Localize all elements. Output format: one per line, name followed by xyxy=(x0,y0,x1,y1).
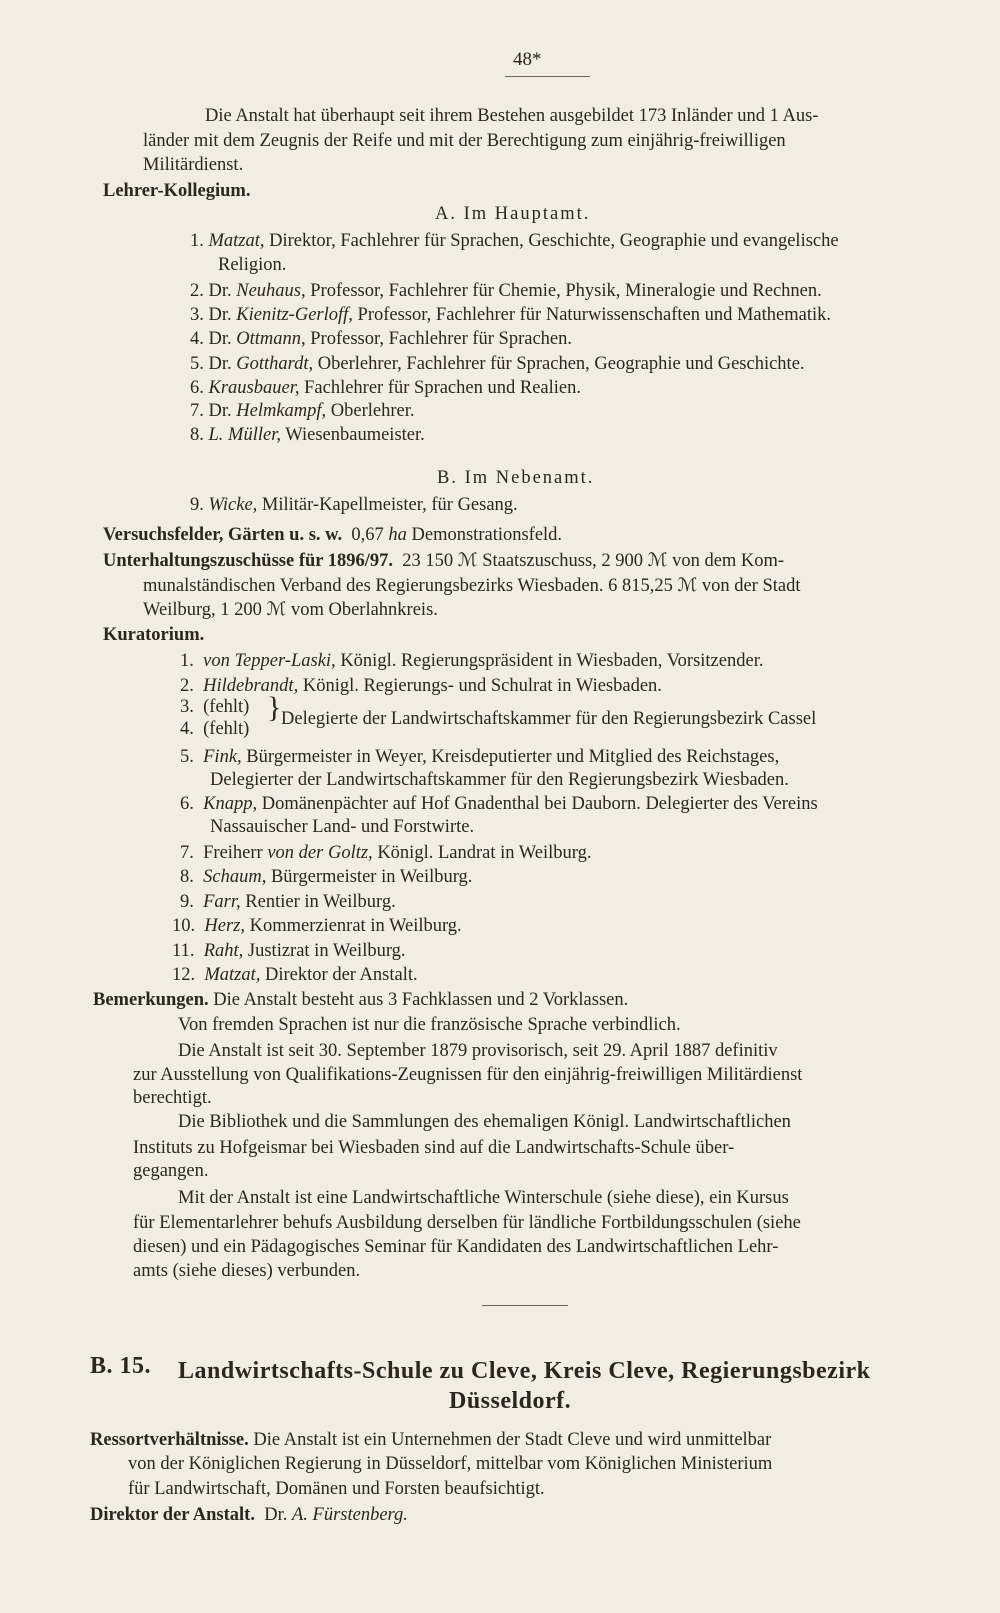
section-divider xyxy=(482,1305,568,1306)
kuratorium-item: 12. Matzat, Direktor der Anstalt. xyxy=(172,965,418,985)
kuratorium-item: 11. Raht, Justizrat in Weilburg. xyxy=(172,941,406,961)
teacher-item: 5. Dr. Gotthardt, Oberlehrer, Fachlehrer für Sprachen, Geographie und Geschichte. xyxy=(190,354,805,374)
bemerkungen-line: Die Bibliothek und die Sammlungen des ehemaligen Königl. Landwirtschaftlichen xyxy=(178,1112,791,1132)
bemerkungen-line: für Elementarlehrer behufs Ausbildung derselben für ländliche Fortbildungsschulen (siehe xyxy=(133,1213,801,1233)
bemerkungen-line: diesen) und ein Pädagogisches Seminar für Kandidaten des Landwirtschaftlichen Lehr- xyxy=(133,1237,779,1257)
kuratorium-heading: Kuratorium. xyxy=(103,625,205,645)
teacher-item: 7. Dr. Helmkampf, Oberlehrer. xyxy=(190,401,415,421)
brace-symbol: } xyxy=(267,691,282,724)
nebenamt-subheading: B. Im Nebenamt. xyxy=(437,468,595,488)
ressort-line: Ressortverhältnisse. Die Anstalt ist ein Unternehmen der Stadt Cleve und wird unmittelbar xyxy=(90,1430,772,1450)
bemerkungen-line: Mit der Anstalt ist eine Landwirtschaftliche Winterschule (siehe diese), ein Kursus xyxy=(178,1188,789,1208)
kuratorium-item: 6. Knapp, Domänenpächter auf Hof Gnadenthal bei Dauborn. Delegierter des Vereins xyxy=(180,794,818,814)
teacher-item: 3. Dr. Kienitz-Gerloff, Professor, Fachlehrer für Naturwissenschaften und Mathematik. xyxy=(190,305,831,325)
page-number-rule xyxy=(505,76,590,77)
bemerkungen-line: zur Ausstellung von Qualifikations-Zeugnissen für den einjährig-freiwilligen Militärdienst xyxy=(133,1065,803,1085)
teacher-item-continuation: Religion. xyxy=(218,255,287,275)
zuschuesse-line: munalständischen Verband des Regierungsbezirks Wiesbaden. 6 815,25 ℳ von der Stadt xyxy=(143,576,801,596)
kuratorium-item-continuation: Nassauischer Land- und Forstwirte. xyxy=(210,817,475,837)
zuschuesse-line: Unterhaltungszuschüsse für 1896/97. 23 150 ℳ Staatszuschuss, 2 900 ℳ von dem Kom- xyxy=(103,551,785,571)
kuratorium-item: 2. Hildebrandt, Königl. Regierungs- und Schulrat in Wiesbaden. xyxy=(180,676,662,696)
versuchsfelder-line: Versuchsfelder, Gärten u. s. w. 0,67 ha Demonstrationsfeld. xyxy=(103,525,563,545)
section-title: Landwirtschafts-Schule zu Cleve, Kreis Cleve, Regierungsbezirk xyxy=(178,1358,871,1384)
kuratorium-item: 9. Farr, Rentier in Weilburg. xyxy=(180,892,396,912)
kuratorium-item: 7. Freiherr von der Goltz, Königl. Landrat in Weilburg. xyxy=(180,843,592,863)
bemerkungen-line: Instituts zu Hofgeismar bei Wiesbaden sind auf die Landwirtschafts-Schule über- xyxy=(133,1138,735,1158)
lehrer-kollegium-heading: Lehrer-Kollegium. xyxy=(103,181,251,201)
teacher-item: 2. Dr. Neuhaus, Professor, Fachlehrer für Chemie, Physik, Mineralogie und Rechnen. xyxy=(190,281,822,301)
kuratorium-item: 10. Herz, Kommerzienrat in Weilburg. xyxy=(172,916,462,936)
page-number: 48* xyxy=(513,49,542,70)
kuratorium-item: 4. (fehlt) xyxy=(180,719,250,739)
section-title-line2: Düsseldorf. xyxy=(449,1388,572,1414)
intro-line: Militärdienst. xyxy=(143,155,244,175)
bemerkungen-line: Die Anstalt ist seit 30. September 1879 provisorisch, seit 29. April 1887 definitiv xyxy=(178,1041,778,1061)
teacher-item: 4. Dr. Ottmann, Professor, Fachlehrer für Sprachen. xyxy=(190,329,573,349)
teacher-item: 8. L. Müller, Wiesenbaumeister. xyxy=(190,425,425,445)
section-number: B. 15. xyxy=(90,1353,152,1379)
ressort-line: von der Königlichen Regierung in Düsseldorf, mittelbar vom Königlichen Ministerium xyxy=(128,1454,773,1474)
ressort-line: für Landwirtschaft, Domänen und Forsten beaufsichtigt. xyxy=(128,1479,545,1499)
teacher-item: 6. Krausbauer, Fachlehrer für Sprachen und Realien. xyxy=(190,378,581,398)
kuratorium-item: 3. (fehlt) xyxy=(180,697,250,717)
intro-line: länder mit dem Zeugnis der Reife und mit der Berechtigung zum einjährig-freiwilligen xyxy=(143,131,786,151)
intro-line: Die Anstalt hat überhaupt seit ihrem Bestehen ausgebildet 173 Inländer und 1 Aus- xyxy=(205,106,819,126)
kuratorium-item-continuation: Delegierter der Landwirtschaftskammer für den Regierungsbezirk Wiesbaden. xyxy=(210,770,789,790)
bemerkungen-line: Von fremden Sprachen ist nur die französische Sprache verbindlich. xyxy=(178,1015,681,1035)
direktor-line: Direktor der Anstalt. Dr. A. Fürstenberg. xyxy=(90,1505,408,1525)
bemerkungen-line: amts (siehe dieses) verbunden. xyxy=(133,1261,361,1281)
bemerkungen-line: gegangen. xyxy=(133,1161,209,1181)
hauptamt-subheading: A. Im Hauptamt. xyxy=(435,204,591,224)
kuratorium-item: 8. Schaum, Bürgermeister in Weilburg. xyxy=(180,867,473,887)
bemerkungen-line: Bemerkungen. Die Anstalt besteht aus 3 Fachklassen und 2 Vorklassen. xyxy=(93,990,629,1010)
zuschuesse-line: Weilburg, 1 200 ℳ vom Oberlahnkreis. xyxy=(143,600,438,620)
kuratorium-item: 1. von Tepper-Laski, Königl. Regierungspräsident in Wiesbaden, Vorsitzender. xyxy=(180,651,764,671)
bemerkungen-line: berechtigt. xyxy=(133,1088,212,1108)
delegates-note: Delegierte der Landwirtschaftskammer für den Regierungsbezirk Cassel xyxy=(281,709,817,729)
kuratorium-item: 5. Fink, Bürgermeister in Weyer, Kreisdeputierter und Mitglied des Reichstages, xyxy=(180,747,780,767)
teacher-item: 1. Matzat, Direktor, Fachlehrer für Sprachen, Geschichte, Geographie und evangelische xyxy=(190,231,839,251)
teacher-item: 9. Wicke, Militär-Kapellmeister, für Gesang. xyxy=(190,495,518,515)
